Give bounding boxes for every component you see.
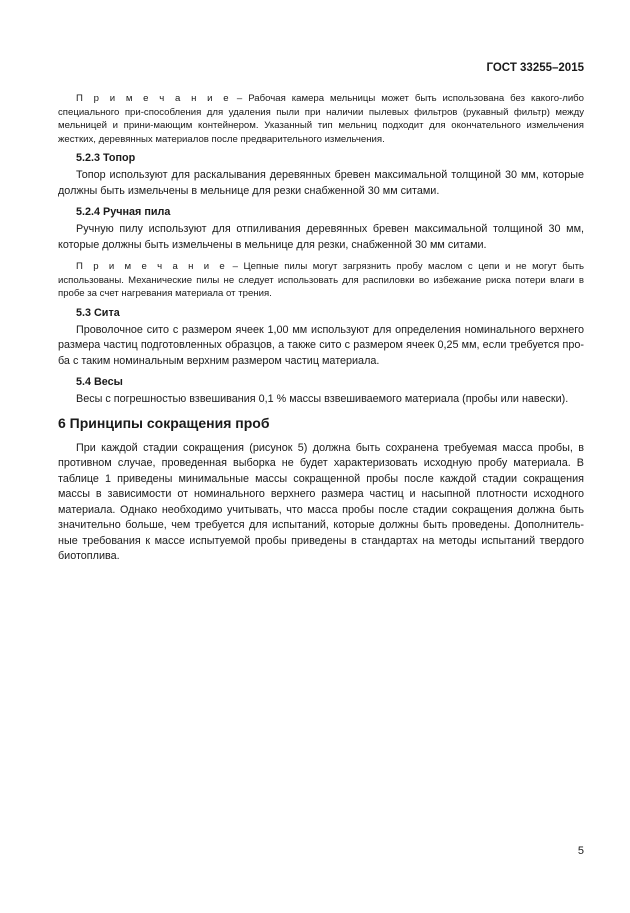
- section-heading-5-3: 5.3 Сита: [76, 306, 120, 319]
- document-header: ГОСТ 33255–2015: [486, 62, 584, 74]
- section-text-5-3: Проволочное сито с размером ячеек 1,00 мм используют для определения номинального верхнего размера частиц подготовленных образцов, а также сито с размером ячеек 0,25 мм, если требуется про-ба с таким номинальным верхним размером частиц материала.: [58, 323, 584, 367]
- note-label: П р и м е ч а н и е: [76, 261, 228, 272]
- note-text: – Рабочая камера мельницы может быть использована без какого-либо специального при-способления для удаления пыли при наличии пылевых фильтров (рукавный фильтр) между мельницей и прини-мающим контейнером. Указанный тип мельниц подходит для окончательного измельчения жестких, деревянных материалов после предварительного измельчения.: [58, 93, 585, 145]
- section-text-5-2-4: Ручную пилу используют для отпиливания деревянных бревен максимальной толщиной 30 мм, которые должны быть измельчены в мельнице для резки, снабженной 30 мм ситами.: [58, 223, 584, 251]
- section-text-5-4: Весы с погрешностью взвешивания 0,1 % массы взвешиваемого материала (пробы или навески).: [76, 393, 569, 405]
- section-heading-5-2-4: 5.2.4 Ручная пила: [76, 206, 171, 218]
- page-number: 5: [577, 845, 584, 857]
- note-text: – Цепные пилы могут загрязнить пробу маслом с цепи и не могут быть использованы. Механические пилы не следует использовать для распиловки во избежание риска потери влаги в пробе за счет нагревания материала от трения.: [58, 261, 584, 299]
- section-heading-5-4: 5.4 Весы: [76, 376, 123, 388]
- section-text-5-2-3: Топор используют для раскалывания деревянных бревен максимальной толщиной 30 мм, которые должны быть измельчены в мельнице для резки снабженной 30 мм ситами.: [58, 169, 584, 197]
- note-paragraph: [58, 92, 584, 146]
- section-text-6: При каждой стадии сокращения (рисунок 5) должна быть сохранена требуемая масса пробы, в противном случае, проведенная выборка не будет характеризовать исходную пробу материала. В таблице 1 приведены минимальные массы сокращенной пробы после каждой стадии сокращения массы в зависимости от номинального верхнего размера частиц и насыпной плотности исходного материала. Однако необходимо учитывать, что масса пробы после стадии сокращения должна быть значительно больше, чем требуется для испытаний, которые должны быть проведены. Дополнитель-ные требования к массе испытуемой пробы приведены в стандартах на методы испытаний твердого биотоплива.: [58, 441, 584, 562]
- note-label: П р и м е ч а н и е: [76, 93, 231, 104]
- page-content: [58, 92, 584, 572]
- section-heading-5-2-3: 5.2.3 Топор: [76, 152, 136, 164]
- note-paragraph: [58, 260, 584, 301]
- section-heading-6: 6 Принципы сокращения проб: [58, 414, 270, 431]
